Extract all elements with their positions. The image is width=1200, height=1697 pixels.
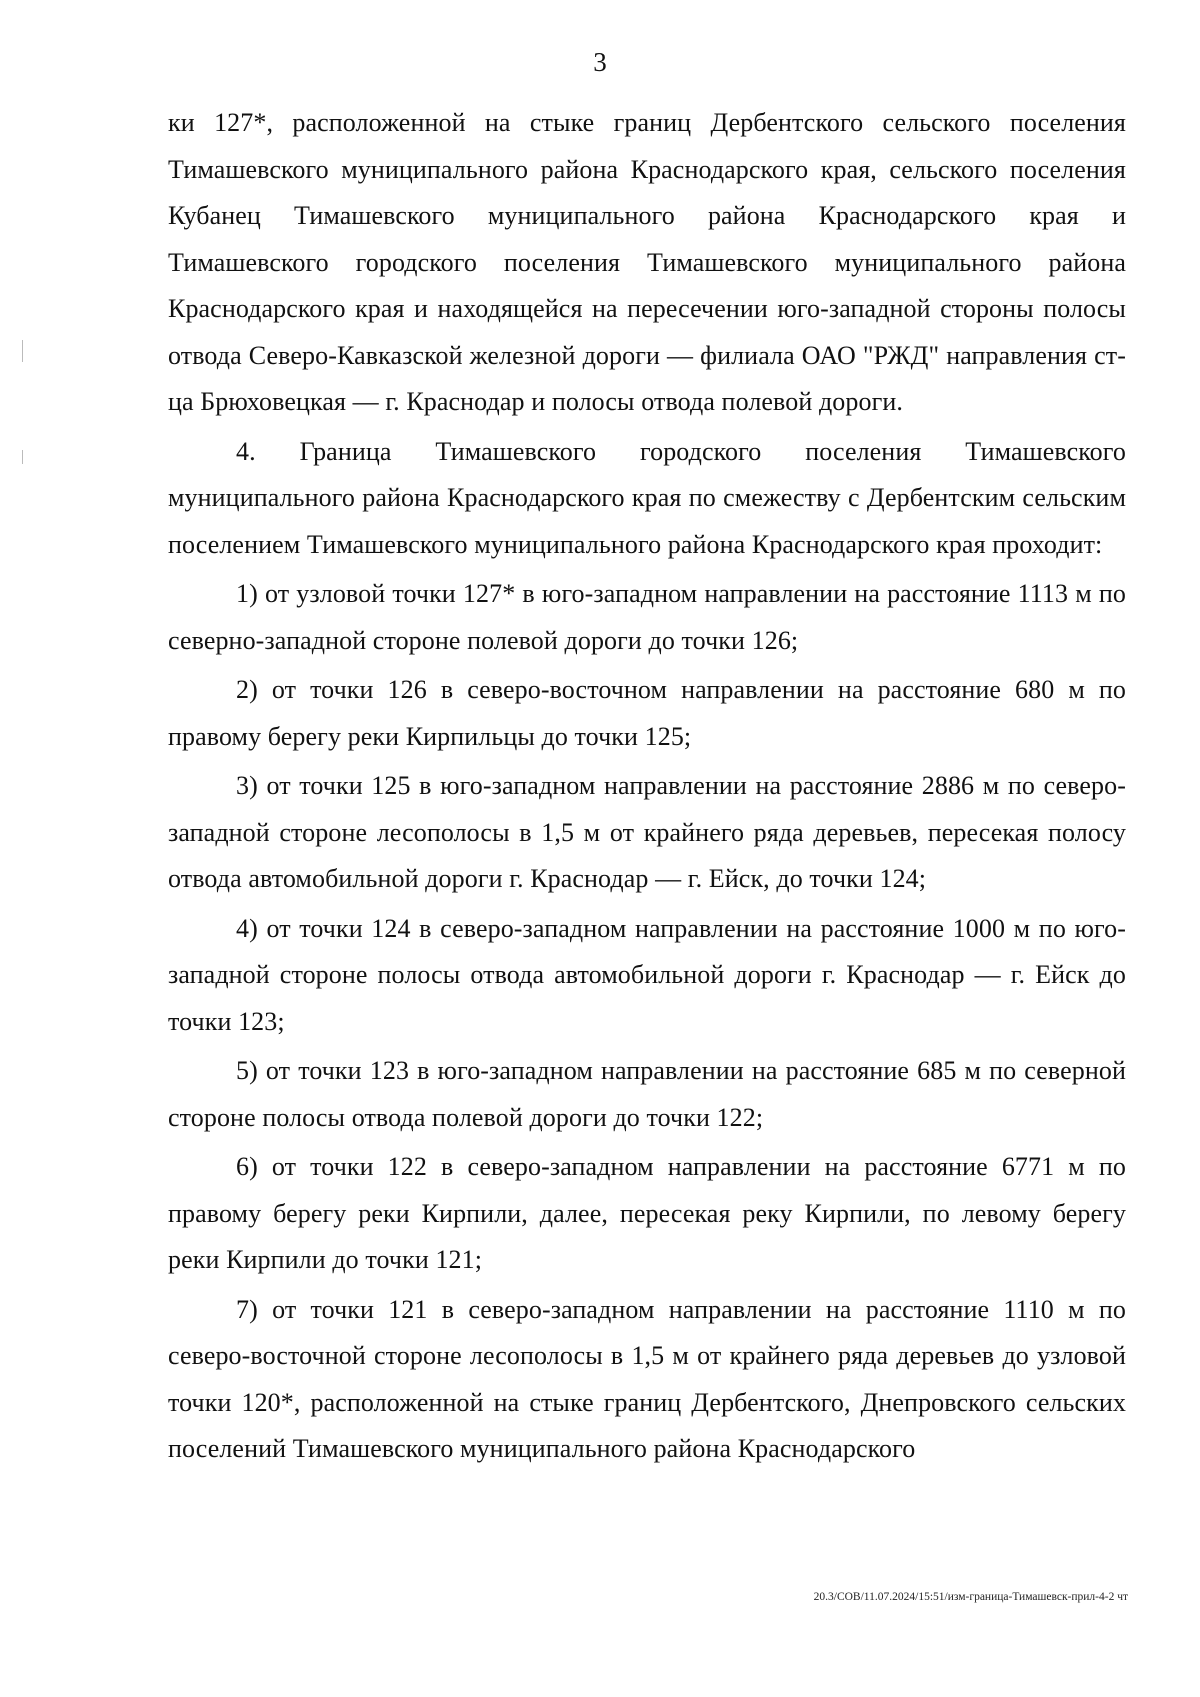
list-item-1: 1) от узловой точки 127* в юго-западном направлении на расстояние 1113 м по северно-западной стороне полевой дороги до точки 126;	[168, 579, 1126, 655]
scan-margin-mark	[22, 450, 23, 464]
list-item-2: 2) от точки 126 в северо-восточном направлении на расстояние 680 м по правому берегу реки Кирпильцы до точки 125;	[168, 675, 1126, 751]
list-item-4: 4) от точки 124 в северо-западном направлении на расстояние 1000 м по юго-западной стороне полосы отвода автомобильной дороги г. Краснодар — г. Ейск до точки 123;	[168, 913, 1126, 1036]
page-number: 3	[593, 47, 607, 77]
document-body	[168, 100, 1126, 1473]
list-item-3: 3) от точки 125 в юго-западном направлении на расстояние 2886 м по северо-западной стороне лесополосы в 1,5 м от крайнего ряда деревьев, пересекая полосу отвода автомобильной дороги г. Краснодар — г. Ейск, до точки 124;	[168, 771, 1126, 893]
list-item-7: 7) от точки 121 в северо-западном направлении на расстояние 1110 м по северо-восточной стороне лесополосы в 1,5 м от крайнего ряда деревьев до узловой точки 120*, расположенной на стыке границ Дербентского, Днепровского сельских поселений Тимашевского муниципального района Краснодарского	[168, 1294, 1126, 1463]
document-footer-code: 20.3/СОВ/11.07.2024/15:51/изм-граница-Тимашевск-прил-4-2 чт	[813, 1591, 1128, 1603]
scan-margin-mark	[22, 340, 23, 362]
list-item-6: 6) от точки 122 в северо-западном направлении на расстояние 6771 м по правому берегу реки Кирпили, далее, пересекая реку Кирпили, по левому берегу реки Кирпили до точки 121;	[168, 1152, 1126, 1274]
list-item-5: 5) от точки 123 в юго-западном направлении на расстояние 685 м по северной стороне полосы отвода полевой дороги до точки 122;	[168, 1056, 1126, 1132]
paragraph-section-4: 4. Граница Тимашевского городского поселения Тимашевского муниципального района Краснодарского края по смежеству с Дербентским сельским поселением Тимашевского муниципального района Краснодарского края проходит:	[168, 436, 1126, 559]
paragraph-continuation: ки 127*, расположенной на стыке границ Дербентского сельского поселения Тимашевского муниципального района Краснодарского края, сельского поселения Кубанец Тимашевского муниципального района Краснодарского края и Тимашевского городского поселения Тимашевского муниципального района Краснодарского края и находящейся на пересечении юго-западной стороны полосы отвода Северо-Кавказской железной дороги — филиала ОАО "РЖД" направления ст-ца Брюховецкая — г. Краснодар и полосы отвода полевой дороги.	[168, 108, 1126, 416]
